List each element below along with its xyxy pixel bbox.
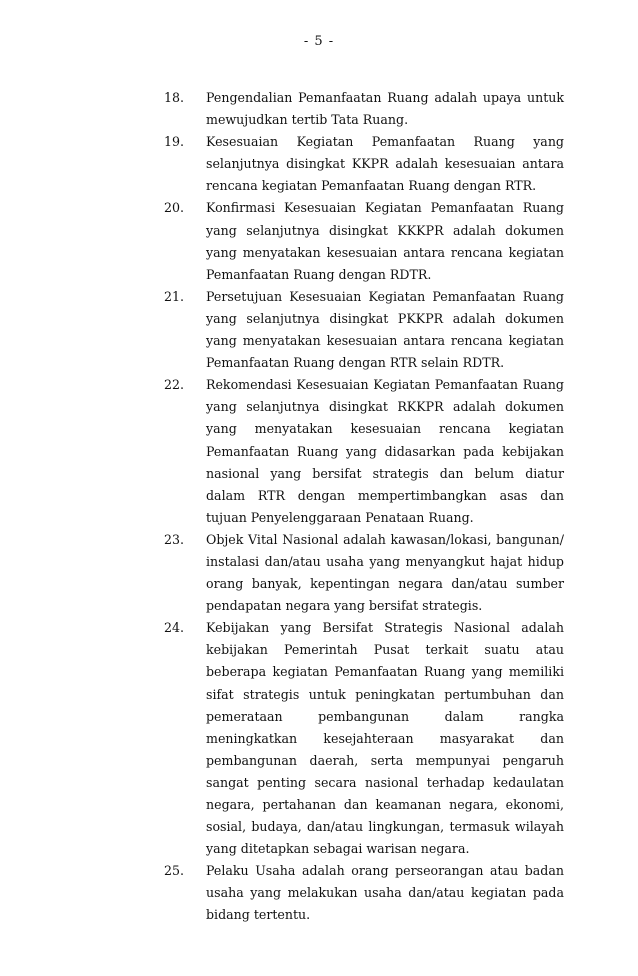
definition-text: Rekomendasi Kesesuaian Kegiatan Pemanfaatan Ruang yang selanjutnya disingkat RKKPR adalah dokumen yang menyatakan kesesuaian rencana kegiatan Pemanfaatan Ruang yang didasarkan pada kebijakan nasional yang bersifat strategis dan belum diatur dalam RTR dengan mempertimbangkan asas dan tujuan Penyelenggaraan Penataan Ruang. — [206, 377, 564, 525]
definition-text: Konfirmasi Kesesuaian Kegiatan Pemanfaatan Ruang yang selanjutnya disingkat KKKPR adalah dokumen yang menyatakan kesesuaian antara rencana kegiatan Pemanfaatan Ruang dengan RDTR. — [206, 200, 564, 282]
definition-item-21 — [164, 286, 564, 374]
definition-number: 22. — [164, 377, 185, 393]
definition-number: 23. — [164, 531, 185, 547]
definition-number: 24. — [164, 620, 185, 636]
definition-item-20 — [164, 197, 564, 285]
definition-text: Pengendalian Pemanfaatan Ruang adalah upaya untuk mewujudkan tertib Tata Ruang. — [206, 90, 564, 128]
definition-text: Kesesuaian Kegiatan Pemanfaatan Ruang yang selanjutnya disingkat KKPR adalah kesesuaian antara rencana kegiatan Pemanfaatan Ruang dengan RTR. — [206, 134, 564, 194]
definition-number: 20. — [164, 200, 185, 216]
definition-number: 21. — [164, 288, 185, 304]
page-number: - 5 - — [303, 34, 335, 49]
definition-number: 25. — [164, 863, 185, 879]
definition-list — [164, 87, 564, 927]
definition-number: 19. — [164, 134, 185, 150]
definition-text: Objek Vital Nasional adalah kawasan/lokasi, bangunan/ instalasi dan/atau usaha yang menyangkut hajat hidup orang banyak, kepentingan negara dan/atau sumber pendapatan negara yang bersifat strategis. — [206, 531, 564, 614]
definition-item-24 — [164, 617, 564, 860]
definition-item-25 — [164, 860, 564, 926]
definition-item-19 — [164, 131, 564, 197]
definition-text: Pelaku Usaha adalah orang perseorangan atau badan usaha yang melakukan usaha dan/atau kegiatan pada bidang tertentu. — [206, 863, 564, 923]
definition-item-23 — [164, 529, 564, 617]
definition-number: 18. — [164, 90, 185, 105]
definition-item-18 — [164, 87, 564, 131]
definition-item-22 — [164, 374, 564, 529]
definition-text: Persetujuan Kesesuaian Kegiatan Pemanfaatan Ruang yang selanjutnya disingkat PKKPR adalah dokumen yang menyatakan kesesuaian antara rencana kegiatan Pemanfaatan Ruang dengan RTR selain RDTR. — [206, 288, 564, 371]
definition-text: Kebijakan yang Bersifat Strategis Nasional adalah kebijakan Pemerintah Pusat terkait suatu atau beberapa kegiatan Pemanfaatan Ruang yang memiliki sifat strategis untuk peningkatan pertumbuhan dan pemerataan pembangunan dalam rangka meningkatkan kesejahteraan masyarakat dan pembangunan daerah, serta mempunyai pengaruh sangat penting secara nasional terhadap kedaulatan negara, pertahanan dan keamanan negara, ekonomi, sosial, budaya, dan/atau lingkungan, termasuk wilayah yang ditetapkan sebagai warisan negara. — [206, 620, 564, 857]
